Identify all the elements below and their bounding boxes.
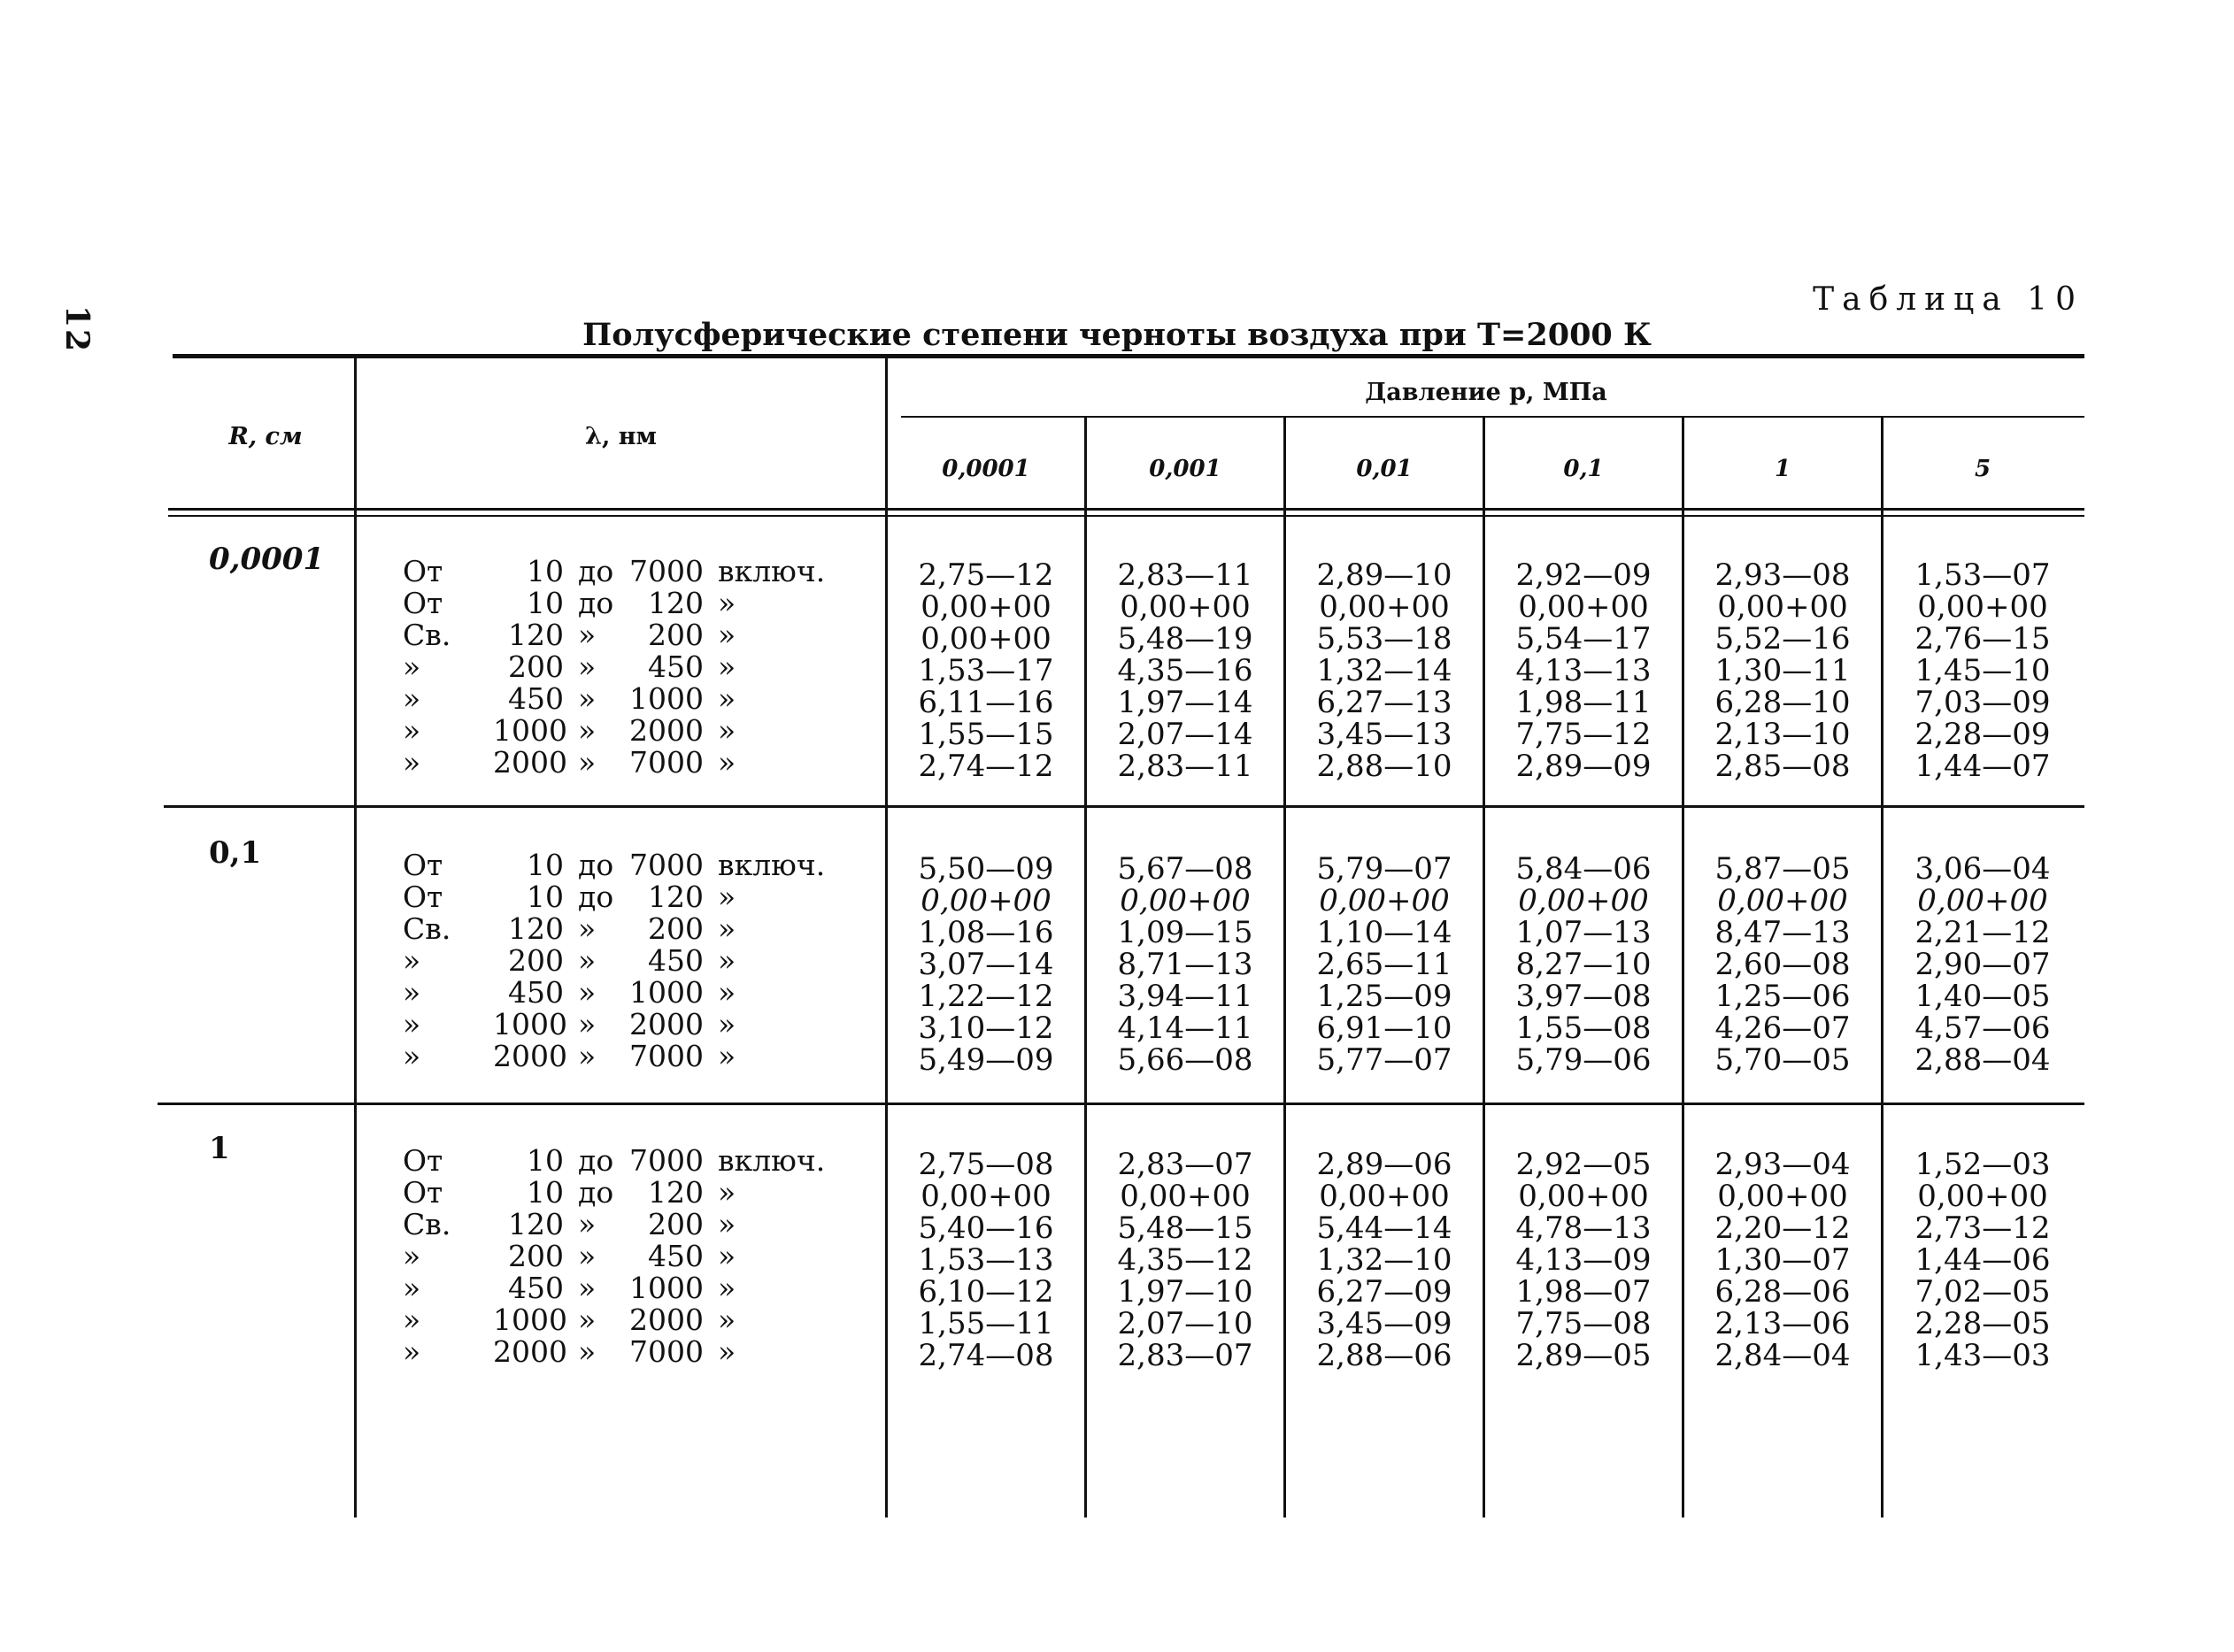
emissivity-value: 5,70—05 [1714, 1042, 1851, 1078]
col-divider-p1 [1084, 418, 1087, 1518]
page-number: 12 [58, 305, 96, 354]
header-radius: R, см [228, 423, 303, 450]
section-radius: 0,1 [209, 835, 262, 871]
range-pre: От [403, 848, 443, 882]
range-pre: От [403, 1175, 443, 1210]
emissivity-value: 2,28—09 [1914, 717, 2051, 752]
range-to: 200 [648, 1207, 704, 1241]
emissivity-value: 1,43—03 [1914, 1338, 2051, 1373]
emissivity-value: 1,98—11 [1515, 685, 1652, 720]
emissivity-value: 1,09—15 [1117, 915, 1253, 950]
range-to: 200 [648, 618, 704, 652]
range-to: 1000 [629, 975, 704, 1010]
emissivity-value: 0,00+00 [1319, 1179, 1450, 1214]
emissivity-value: 1,97—10 [1117, 1274, 1253, 1310]
range-from: 10 [527, 586, 564, 620]
range-do: » [578, 1039, 597, 1073]
emissivity-value: 3,45—13 [1316, 717, 1452, 752]
emissivity-value: 5,48—15 [1117, 1210, 1253, 1246]
emissivity-value: 1,53—17 [918, 653, 1054, 688]
emissivity-value: 1,32—14 [1316, 653, 1452, 688]
range-to: 2000 [629, 1007, 704, 1041]
emissivity-column-4 [1694, 559, 1871, 782]
emissivity-value: 1,25—06 [1714, 979, 1851, 1014]
range-from: 450 [508, 1271, 564, 1305]
emissivity-value: 8,71—13 [1117, 947, 1253, 982]
range-suf: » [718, 586, 736, 620]
emissivity-value: 7,75—12 [1515, 717, 1652, 752]
range-suf: » [718, 745, 736, 780]
range-do: » [578, 649, 597, 684]
emissivity-value: 5,84—06 [1515, 851, 1652, 887]
section-rule-2 [158, 1103, 2084, 1105]
range-pre: » [403, 713, 421, 748]
range-from: 120 [508, 1207, 564, 1241]
range-pre: Св. [403, 618, 451, 652]
emissivity-value: 1,53—13 [918, 1242, 1054, 1278]
range-pre: » [403, 745, 421, 780]
range-do: до [578, 554, 614, 588]
range-do: » [578, 943, 597, 978]
range-to: 2000 [629, 713, 704, 748]
range-to: 120 [648, 880, 704, 914]
range-suf: » [718, 681, 736, 716]
emissivity-value: 5,50—09 [918, 851, 1054, 887]
range-to: 2000 [629, 1302, 704, 1337]
emissivity-value: 8,47—13 [1714, 915, 1851, 950]
emissivity-value: 5,79—06 [1515, 1042, 1652, 1078]
range-from: 2000 [493, 1039, 567, 1073]
range-do: до [578, 1143, 614, 1178]
emissivity-value: 2,75—08 [918, 1147, 1054, 1182]
emissivity-value: 2,93—08 [1714, 557, 1851, 593]
emissivity-value: 0,00+00 [921, 883, 1052, 918]
range-to: 7000 [629, 1143, 704, 1178]
emissivity-value: 4,35—16 [1117, 653, 1253, 688]
emissivity-column-0 [897, 1149, 1075, 1372]
emissivity-value: 3,45—09 [1316, 1306, 1452, 1341]
emissivity-value: 6,91—10 [1316, 1010, 1452, 1046]
emissivity-value: 2,83—07 [1117, 1338, 1253, 1373]
range-pre: » [403, 1239, 421, 1273]
emissivity-value: 4,57—06 [1914, 1010, 2051, 1046]
range-from: 10 [527, 848, 564, 882]
emissivity-value: 8,27—10 [1515, 947, 1652, 982]
range-to: 450 [648, 1239, 704, 1273]
emissivity-value: 0,00+00 [1120, 1179, 1251, 1214]
emissivity-column-5 [1894, 1149, 2071, 1372]
range-pre: От [403, 880, 443, 914]
range-from: 1000 [493, 1302, 567, 1337]
col-divider-p3 [1483, 418, 1485, 1518]
emissivity-value: 1,22—12 [918, 979, 1054, 1014]
range-to: 450 [648, 943, 704, 978]
emissivity-value: 0,00+00 [1518, 1179, 1649, 1214]
range-pre: Св. [403, 1207, 451, 1241]
emissivity-value: 2,83—07 [1117, 1147, 1253, 1182]
emissivity-value: 7,75—08 [1515, 1306, 1652, 1341]
emissivity-value: 3,07—14 [918, 947, 1054, 982]
emissivity-value: 0,00+00 [1917, 589, 2048, 625]
range-do: до [578, 586, 614, 620]
col-divider-radius [354, 358, 357, 1518]
emissivity-column-4 [1694, 853, 1871, 1076]
emissivity-value: 5,54—17 [1515, 621, 1652, 657]
header-pressure: Давление p, МПа [1365, 379, 1607, 406]
range-to: 1000 [629, 1271, 704, 1305]
header-pressure-3: 0,1 [1563, 456, 1604, 482]
range-do: до [578, 880, 614, 914]
col-divider-p4 [1682, 418, 1684, 1518]
emissivity-value: 2,60—08 [1714, 947, 1851, 982]
emissivity-value: 4,14—11 [1117, 1010, 1253, 1046]
emissivity-value: 0,00+00 [1518, 589, 1649, 625]
range-to: 120 [648, 586, 704, 620]
col-divider-p5 [1881, 418, 1883, 1518]
header-pressure-1: 0,001 [1149, 456, 1221, 482]
emissivity-value: 1,53—07 [1914, 557, 2051, 593]
emissivity-value: 2,73—12 [1914, 1210, 2051, 1246]
range-to: 120 [648, 1175, 704, 1210]
emissivity-column-1 [1097, 1149, 1274, 1372]
emissivity-column-5 [1894, 559, 2071, 782]
range-do: » [578, 911, 597, 946]
range-do: » [578, 1271, 597, 1305]
range-from: 2000 [493, 1334, 567, 1369]
range-suf: включ. [718, 848, 826, 882]
emissivity-value: 0,00+00 [921, 1179, 1052, 1214]
emissivity-value: 1,10—14 [1316, 915, 1452, 950]
emissivity-value: 2,89—05 [1515, 1338, 1652, 1373]
emissivity-value: 2,92—09 [1515, 557, 1652, 593]
emissivity-value: 1,55—15 [918, 717, 1054, 752]
range-to: 7000 [629, 745, 704, 780]
emissivity-value: 0,00+00 [1917, 883, 2048, 918]
range-do: до [578, 1175, 614, 1210]
emissivity-value: 6,28—10 [1714, 685, 1851, 720]
header-pressure-2: 0,01 [1356, 456, 1413, 482]
range-suf: » [718, 1175, 736, 1210]
emissivity-column-3 [1495, 1149, 1672, 1372]
range-do: » [578, 1007, 597, 1041]
range-suf: » [718, 1334, 736, 1369]
emissivity-value: 6,11—16 [918, 685, 1054, 720]
emissivity-value: 1,07—13 [1515, 915, 1652, 950]
emissivity-value: 1,98—07 [1515, 1274, 1652, 1310]
range-from: 200 [508, 649, 564, 684]
emissivity-column-3 [1495, 853, 1672, 1076]
emissivity-value: 2,76—15 [1914, 621, 2051, 657]
emissivity-column-5 [1894, 853, 2071, 1076]
emissivity-value: 2,83—11 [1117, 749, 1253, 784]
emissivity-value: 2,89—06 [1316, 1147, 1452, 1182]
emissivity-value: 6,28—06 [1714, 1274, 1851, 1310]
range-from: 450 [508, 975, 564, 1010]
emissivity-value: 5,49—09 [918, 1042, 1054, 1078]
range-from: 2000 [493, 745, 567, 780]
emissivity-value: 1,55—08 [1515, 1010, 1652, 1046]
emissivity-column-3 [1495, 559, 1672, 782]
range-suf: » [718, 1302, 736, 1337]
emissivity-value: 0,00+00 [1717, 1179, 1848, 1214]
range-from: 200 [508, 1239, 564, 1273]
emissivity-value: 3,97—08 [1515, 979, 1652, 1014]
emissivity-value: 1,97—14 [1117, 685, 1253, 720]
emissivity-value: 2,88—06 [1316, 1338, 1452, 1373]
emissivity-value: 5,40—16 [918, 1210, 1054, 1246]
emissivity-value: 1,30—11 [1714, 653, 1851, 688]
emissivity-value: 7,03—09 [1914, 685, 2051, 720]
emissivity-value: 2,75—12 [918, 557, 1054, 593]
range-do: » [578, 1334, 597, 1369]
emissivity-value: 1,52—03 [1914, 1147, 2051, 1182]
emissivity-value: 2,83—11 [1117, 557, 1253, 593]
col-divider-p2 [1283, 418, 1286, 1518]
emissivity-value: 2,13—06 [1714, 1306, 1851, 1341]
emissivity-value: 1,44—06 [1914, 1242, 2051, 1278]
top-rule [173, 354, 2084, 358]
range-to: 200 [648, 911, 704, 946]
range-do: » [578, 975, 597, 1010]
header-pressure-5: 5 [1974, 456, 1991, 482]
range-from: 450 [508, 681, 564, 716]
emissivity-column-4 [1694, 1149, 1871, 1372]
range-do: до [578, 848, 614, 882]
emissivity-value: 2,93—04 [1714, 1147, 1851, 1182]
range-from: 1000 [493, 713, 567, 748]
emissivity-value: 2,65—11 [1316, 947, 1452, 982]
range-from: 10 [527, 554, 564, 588]
emissivity-value: 5,77—07 [1316, 1042, 1452, 1078]
range-pre: » [403, 1007, 421, 1041]
emissivity-value: 4,13—13 [1515, 653, 1652, 688]
emissivity-value: 2,74—08 [918, 1338, 1054, 1373]
range-from: 10 [527, 880, 564, 914]
range-suf: включ. [718, 1143, 826, 1178]
range-suf: » [718, 649, 736, 684]
emissivity-value: 2,89—10 [1316, 557, 1452, 593]
range-pre: » [403, 1302, 421, 1337]
range-from: 1000 [493, 1007, 567, 1041]
section-radius: 0,0001 [209, 542, 325, 577]
emissivity-value: 6,10—12 [918, 1274, 1054, 1310]
emissivity-value: 0,00+00 [1319, 589, 1450, 625]
emissivity-value: 2,88—10 [1316, 749, 1452, 784]
emissivity-value: 0,00+00 [921, 621, 1052, 657]
range-suf: » [718, 911, 736, 946]
range-to: 7000 [629, 1334, 704, 1369]
range-to: 1000 [629, 681, 704, 716]
emissivity-column-2 [1296, 853, 1473, 1076]
emissivity-column-0 [897, 559, 1075, 782]
emissivity-value: 1,45—10 [1914, 653, 2051, 688]
emissivity-column-0 [897, 853, 1075, 1076]
emissivity-value: 1,40—05 [1914, 979, 2051, 1014]
emissivity-value: 3,10—12 [918, 1010, 1054, 1046]
emissivity-value: 3,06—04 [1914, 851, 2051, 887]
range-suf: » [718, 975, 736, 1010]
range-do: » [578, 713, 597, 748]
range-suf: » [718, 1239, 736, 1273]
emissivity-value: 1,30—07 [1714, 1242, 1851, 1278]
range-pre: » [403, 1334, 421, 1369]
range-do: » [578, 1207, 597, 1241]
emissivity-column-1 [1097, 559, 1274, 782]
emissivity-value: 2,85—08 [1714, 749, 1851, 784]
emissivity-value: 1,08—16 [918, 915, 1054, 950]
section-rule-1 [164, 805, 2084, 808]
emissivity-value: 2,20—12 [1714, 1210, 1851, 1246]
range-to: 7000 [629, 554, 704, 588]
range-from: 200 [508, 943, 564, 978]
range-do: » [578, 745, 597, 780]
emissivity-value: 4,35—12 [1117, 1242, 1253, 1278]
range-from: 120 [508, 618, 564, 652]
emissivity-value: 6,27—13 [1316, 685, 1452, 720]
range-pre: От [403, 554, 443, 588]
range-from: 10 [527, 1143, 564, 1178]
emissivity-value: 1,55—11 [918, 1306, 1054, 1341]
emissivity-value: 1,25—09 [1316, 979, 1452, 1014]
emissivity-value: 4,26—07 [1714, 1010, 1851, 1046]
range-do: » [578, 681, 597, 716]
emissivity-column-2 [1296, 559, 1473, 782]
range-pre: » [403, 943, 421, 978]
table-title: Полусферические степени черноты воздуха при T=2000 К [582, 317, 1652, 353]
emissivity-value: 6,27—09 [1316, 1274, 1452, 1310]
range-do: » [578, 618, 597, 652]
range-pre: » [403, 1039, 421, 1073]
emissivity-value: 5,67—08 [1117, 851, 1253, 887]
emissivity-value: 2,84—04 [1714, 1338, 1851, 1373]
emissivity-value: 5,53—18 [1316, 621, 1452, 657]
emissivity-value: 0,00+00 [921, 589, 1052, 625]
pressure-subrule [901, 416, 2084, 418]
header-wavelength: λ, нм [585, 423, 657, 450]
range-suf: » [718, 713, 736, 748]
emissivity-value: 5,66—08 [1117, 1042, 1253, 1078]
emissivity-value: 3,94—11 [1117, 979, 1253, 1014]
range-suf: » [718, 1271, 736, 1305]
emissivity-value: 2,89—09 [1515, 749, 1652, 784]
emissivity-value: 4,13—09 [1515, 1242, 1652, 1278]
emissivity-value: 4,78—13 [1515, 1210, 1652, 1246]
emissivity-value: 2,88—04 [1914, 1042, 2051, 1078]
emissivity-value: 0,00+00 [1917, 1179, 2048, 1214]
emissivity-value: 5,87—05 [1714, 851, 1851, 887]
range-pre: От [403, 586, 443, 620]
emissivity-value: 2,90—07 [1914, 947, 2051, 982]
header-pressure-0: 0,0001 [942, 456, 1030, 482]
emissivity-value: 2,07—10 [1117, 1306, 1253, 1341]
emissivity-value: 2,07—14 [1117, 717, 1253, 752]
emissivity-value: 0,00+00 [1120, 883, 1251, 918]
range-do: » [578, 1239, 597, 1273]
header-pressure-4: 1 [1774, 456, 1791, 482]
range-suf: включ. [718, 554, 826, 588]
range-pre: » [403, 649, 421, 684]
emissivity-value: 1,32—10 [1316, 1242, 1452, 1278]
range-suf: » [718, 1007, 736, 1041]
range-pre: » [403, 1271, 421, 1305]
range-to: 450 [648, 649, 704, 684]
range-suf: » [718, 880, 736, 914]
emissivity-value: 2,28—05 [1914, 1306, 2051, 1341]
emissivity-value: 0,00+00 [1120, 589, 1251, 625]
range-to: 7000 [629, 848, 704, 882]
range-to: 7000 [629, 1039, 704, 1073]
emissivity-value: 2,92—05 [1515, 1147, 1652, 1182]
emissivity-value: 7,02—05 [1914, 1274, 2051, 1310]
emissivity-value: 0,00+00 [1717, 883, 1848, 918]
emissivity-value: 5,79—07 [1316, 851, 1452, 887]
range-suf: » [718, 618, 736, 652]
emissivity-column-2 [1296, 1149, 1473, 1372]
col-divider-wavelength [885, 358, 888, 1518]
range-suf: » [718, 1207, 736, 1241]
emissivity-value: 0,00+00 [1319, 883, 1450, 918]
range-suf: » [718, 943, 736, 978]
range-from: 10 [527, 1175, 564, 1210]
emissivity-value: 2,21—12 [1914, 915, 2051, 950]
emissivity-value: 1,44—07 [1914, 749, 2051, 784]
range-do: » [578, 1302, 597, 1337]
emissivity-value: 2,13—10 [1714, 717, 1851, 752]
emissivity-column-1 [1097, 853, 1274, 1076]
range-pre: Св. [403, 911, 451, 946]
range-suf: » [718, 1039, 736, 1073]
table-label: Таблица 10 [1813, 281, 2084, 318]
emissivity-value: 2,74—12 [918, 749, 1054, 784]
header-bottom-rule-2 [168, 515, 2084, 517]
range-from: 120 [508, 911, 564, 946]
section-radius: 1 [209, 1131, 230, 1166]
emissivity-value: 0,00+00 [1518, 883, 1649, 918]
emissivity-value: 5,44—14 [1316, 1210, 1452, 1246]
header-bottom-rule [168, 508, 2084, 511]
emissivity-value: 5,52—16 [1714, 621, 1851, 657]
emissivity-value: 0,00+00 [1717, 589, 1848, 625]
emissivity-value: 5,48—19 [1117, 621, 1253, 657]
range-pre: » [403, 681, 421, 716]
range-pre: » [403, 975, 421, 1010]
range-pre: От [403, 1143, 443, 1178]
